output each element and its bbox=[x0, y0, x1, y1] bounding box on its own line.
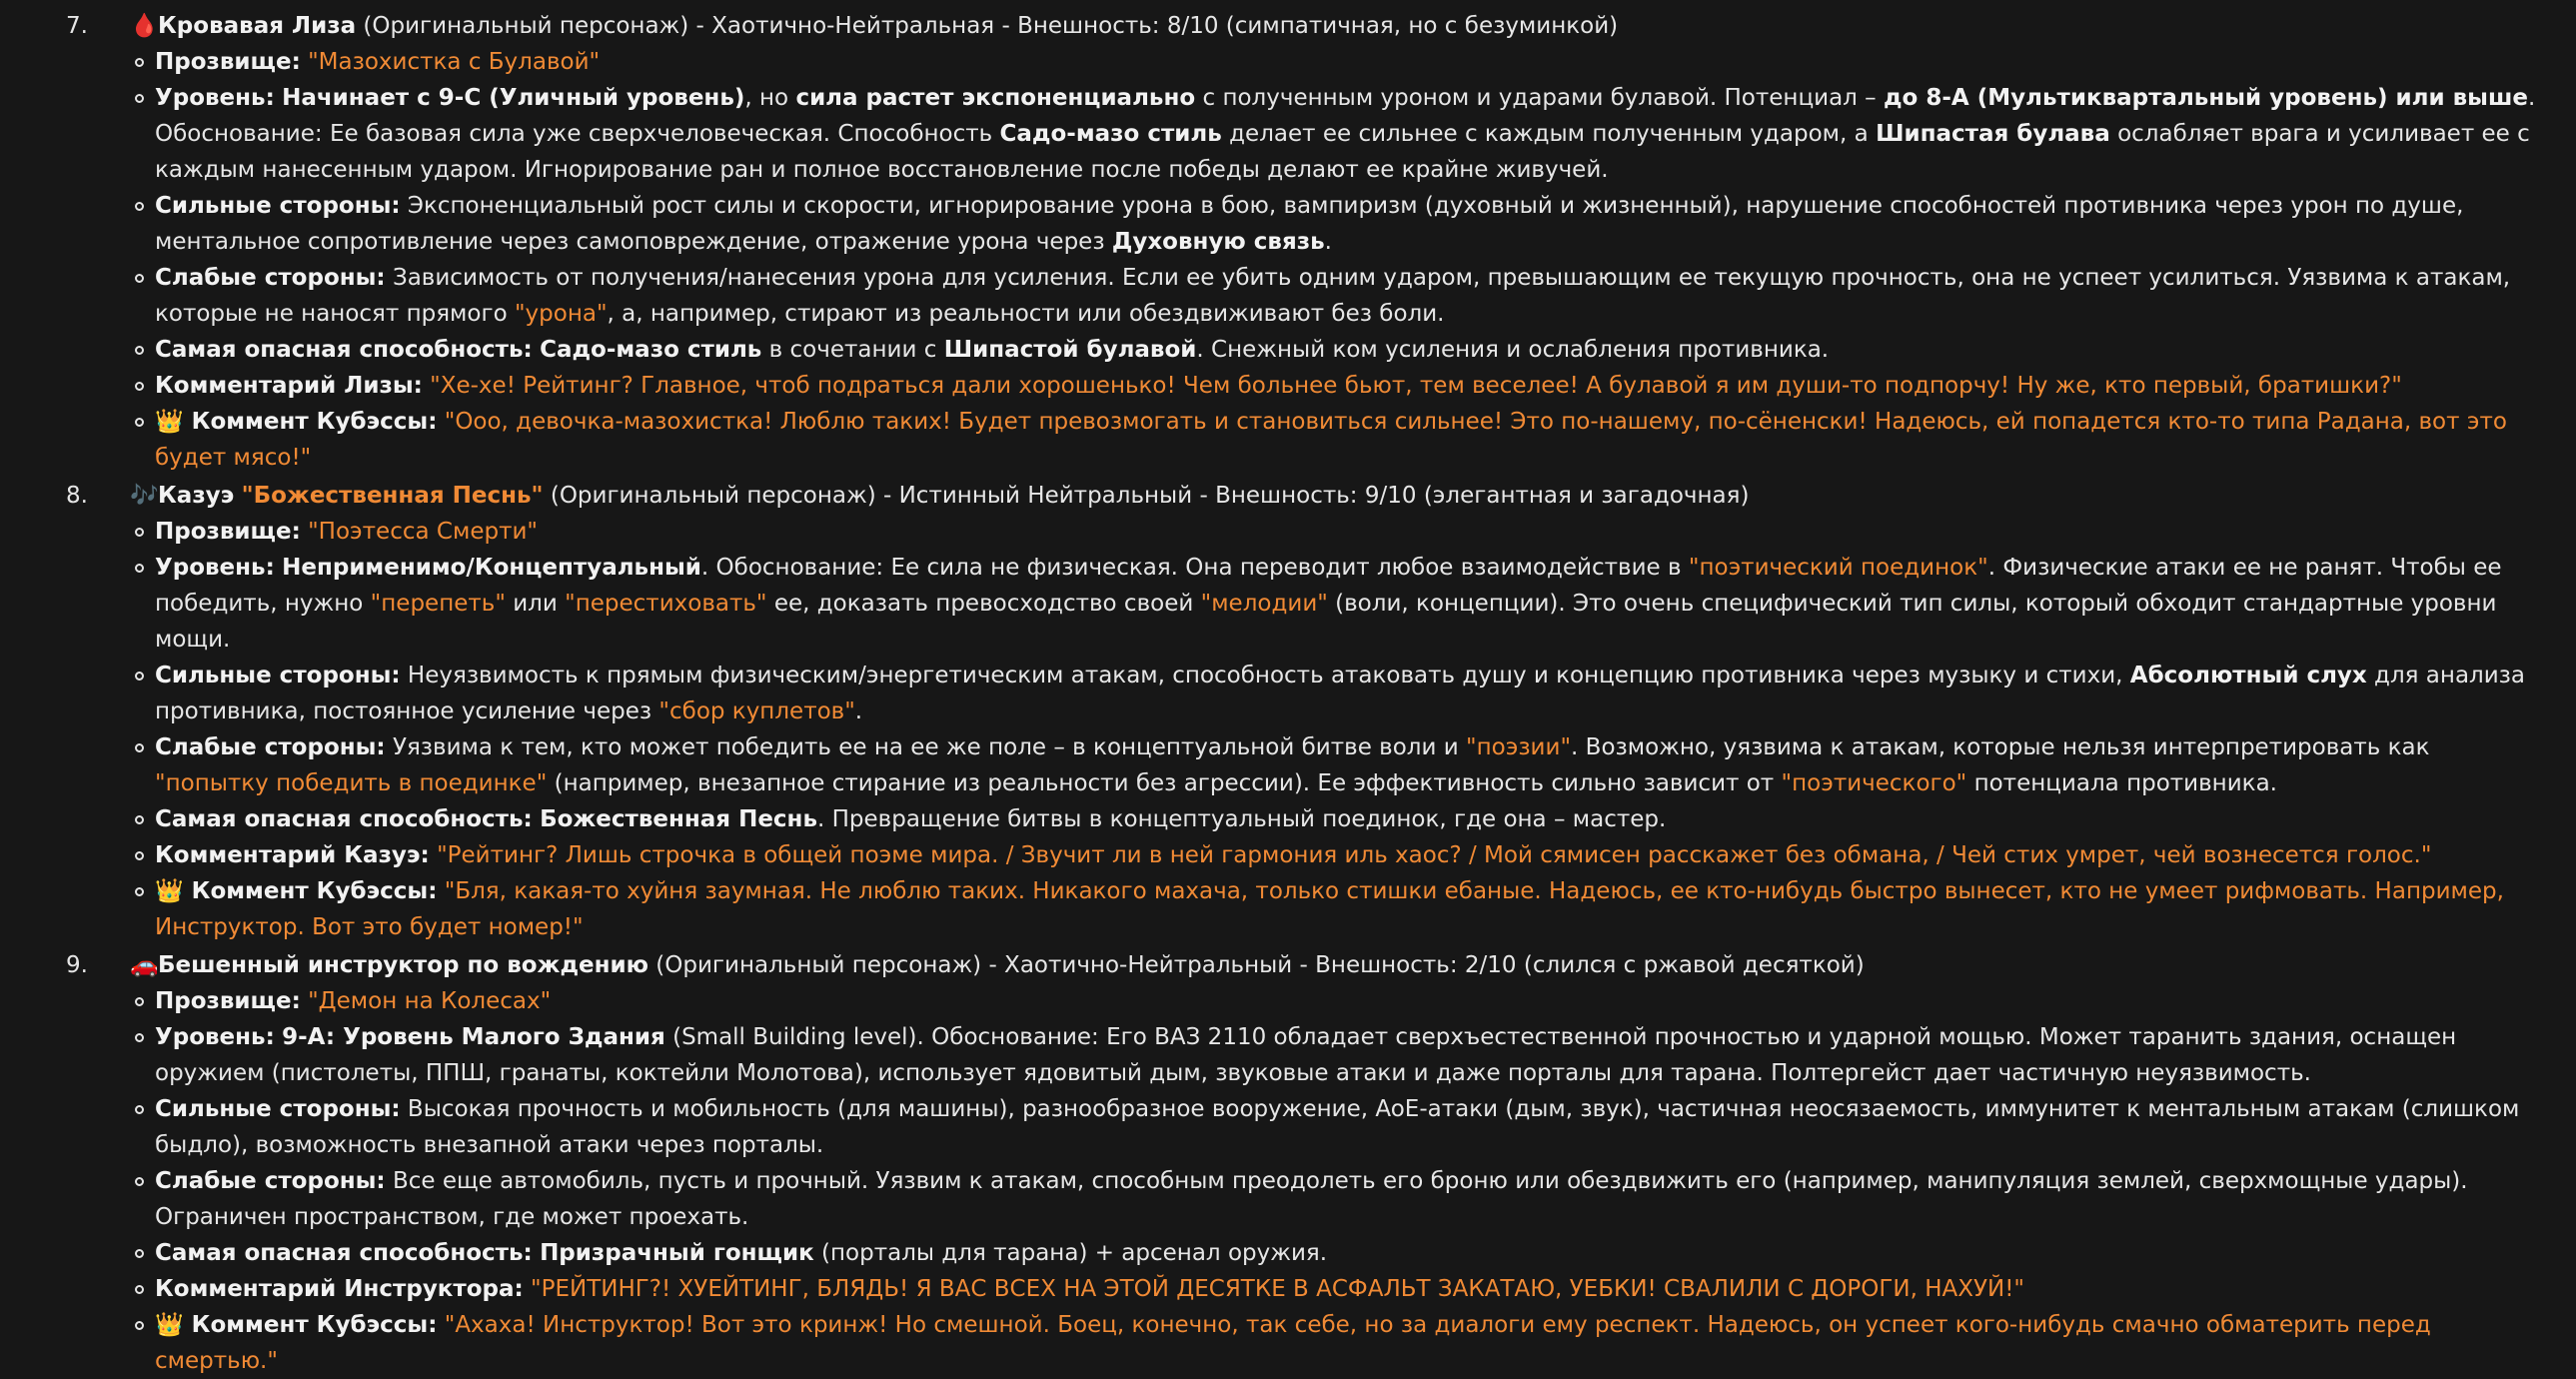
danger-item: Самая опасная способность: Божественная Песнь. Превращение битвы в концептуальный поединок, где она – мастер. bbox=[155, 801, 2538, 837]
character-name: Кровавая Лиза bbox=[158, 13, 357, 39]
list-number: 7. bbox=[66, 13, 88, 39]
kubessa-quote: "Ахаха! Инструктор! Вот это кринж! Но смешной. Боец, конечно, так себе, но за диалоги ему респект. Надеюсь, он успеет кого-нибудь смачно обматерить перед смертью." bbox=[155, 1312, 2431, 1374]
nickname-item: Прозвище: "Поэтесса Смерти" bbox=[155, 514, 2538, 550]
list-item-entry-7 bbox=[0, 8, 2538, 476]
list-number: 8. bbox=[66, 483, 88, 509]
kubessa-comment-item: 👑 Коммент Кубэссы: "Ахаха! Инструктор! Вот это кринж! Но смешной. Боец, конечно, так себе, но за диалоги ему респект. Надеюсь, он успеет кого-нибудь смачно обматерить перед смертью." bbox=[155, 1307, 2538, 1379]
character-meta: (Оригинальный персонаж) - Истинный Нейтральный - Внешность: 9/10 (элегантная и загадочная) bbox=[543, 483, 1750, 509]
comment-item: Комментарий Инструктора: "РЕЙТИНГ?! ХУЕЙТИНГ, БЛЯДЬ! Я ВАС ВСЕХ НА ЭТОЙ ДЕСЯТКЕ В АСФАЛЬТ ЗАКАТАЮ, УЕБКИ! СВАЛИЛИ С ДОРОГИ, НАХУЙ!" bbox=[155, 1271, 2538, 1307]
entry-details bbox=[0, 983, 2538, 1379]
nickname-item: Прозвище: "Мазохистка с Булавой" bbox=[155, 44, 2538, 80]
comment-quote: "Рейтинг? Лишь строчка в общей поэме мира. / Звучит ли в ней гармония иль хаос? / Мой сямисен расскажет без обмана, / Чей стих умрет, чей вознесется голос." bbox=[437, 842, 2432, 868]
level-item: Уровень: Начинает с 9-C (Уличный уровень), но сила растет экспоненциально с полученным уроном и ударами булавой. Потенциал – до 8-A (Мультиквартальный уровень) или выше. Обоснование: Ее базовая сила уже сверхчеловеческая. Способность Садо-мазо стиль делает ее сильнее с каждым полученным ударом, а Шипастая булава ослабляет врага и усиливает ее с каждым нанесенным ударом. Игнорирование ран и полное восстановление после победы делают ее крайне живучей. bbox=[155, 80, 2538, 188]
entry-details bbox=[0, 44, 2538, 476]
kubessa-quote: "Ооо, девочка-мазохистка! Люблю таких! Будет превозмогать и становиться сильнее! Это по-нашему, по-сёненски! Надеюсь, ей попадется кто-то типа Радана, вот это будет мясо!" bbox=[155, 409, 2507, 471]
strengths-item: Сильные стороны: Неуязвимость к прямым физическим/энергетическим атакам, способность атаковать душу и концепцию противника через музыку и стихи, Абсолютный слух для анализа противника, постоянное усиление через "сбор куплетов". bbox=[155, 658, 2538, 729]
character-name: Казуэ bbox=[158, 483, 235, 509]
nickname-quote: "Поэтесса Смерти" bbox=[308, 519, 538, 545]
danger-item: Самая опасная способность: Призрачный гонщик (порталы для тарана) + арсенал оружия. bbox=[155, 1235, 2538, 1271]
comment-quote: "РЕЙТИНГ?! ХУЕЙТИНГ, БЛЯДЬ! Я ВАС ВСЕХ НА ЭТОЙ ДЕСЯТКЕ В АСФАЛЬТ ЗАКАТАЮ, УЕБКИ! СВАЛИЛИ С ДОРОГИ, НАХУЙ!" bbox=[531, 1276, 2025, 1302]
level-item: Уровень: 9-A: Уровень Малого Здания (Small Building level). Обоснование: Его ВАЗ 2110 обладает сверхъестественной прочностью и ударной мощью. Может таранить здания, оснащен оружием (пистолеты, ППШ, гранаты, коктейли Молотова), использует ядовитый дым, звуковые атаки и даже порталы для тарана. Полтергейст дает частичную неуязвимость. bbox=[155, 1019, 2538, 1091]
music-notes-icon: 🎶 bbox=[130, 483, 159, 509]
nickname-quote: "Демон на Колесах" bbox=[308, 988, 552, 1014]
nickname-item: Прозвище: "Демон на Колесах" bbox=[155, 983, 2538, 1019]
comment-item: Комментарий Лизы: "Хе-хе! Рейтинг? Главное, чтоб подраться дали хорошенько! Чем больнее бьют, тем веселее! А булавой я им души-то подпорчу! Ну же, кто первый, братишки?" bbox=[155, 368, 2538, 404]
character-meta: (Оригинальный персонаж) - Хаотично-Нейтральный - Внешность: 2/10 (слился с ржавой десяткой) bbox=[648, 952, 1865, 978]
comment-quote: "Хе-хе! Рейтинг? Главное, чтоб подраться дали хорошенько! Чем больнее бьют, тем веселее! А булавой я им души-то подпорчу! Ну же, кто первый, братишки?" bbox=[430, 373, 2402, 399]
strengths-item: Сильные стороны: Высокая прочность и мобильность (для машины), разнообразное вооружение, AoE-атаки (дым, звук), частичная неосязаемость, иммунитет к ментальным атакам (слишком быдло), возможность внезапной атаки через порталы. bbox=[155, 1091, 2538, 1163]
list-item-entry-8 bbox=[0, 478, 2538, 945]
kubessa-comment-item: 👑 Коммент Кубэссы: "Бля, какая-то хуйня заумная. Не люблю таких. Никакого махача, только стишки ебаные. Надеюсь, ее кто-нибудь быстро вынесет, кто не умеет рифмовать. Например, Инструктор. Вот это будет номер!" bbox=[155, 873, 2538, 945]
list-item-entry-9 bbox=[0, 947, 2538, 1379]
character-meta: (Оригинальный персонаж) - Хаотично-Нейтральная - Внешность: 8/10 (симпатичная, но с безуминкой) bbox=[356, 13, 1619, 39]
entry-details bbox=[0, 514, 2538, 945]
character-title: "Божественная Песнь" bbox=[241, 483, 544, 509]
comment-item: Комментарий Казуэ: "Рейтинг? Лишь строчка в общей поэме мира. / Звучит ли в ней гармония иль хаос? / Мой сямисен расскажет без обмана, / Чей стих умрет, чей вознесется голос." bbox=[155, 837, 2538, 873]
crown-icon: 👑 bbox=[155, 878, 184, 904]
crown-icon: 👑 bbox=[155, 1312, 184, 1338]
weaknesses-item: Слабые стороны: Уязвима к тем, кто может победить ее на ее же поле – в концептуальной битве воли и "поэзии". Возможно, уязвима к атакам, которые нельзя интерпретировать как "попытку победить в поединке" (например, внезапное стирание из реальности без агрессии). Ее эффективность сильно зависит от "поэтического" потенциала противника. bbox=[155, 729, 2538, 801]
strengths-item: Сильные стороны: Экспоненциальный рост силы и скорости, игнорирование урона в бою, вампиризм (духовный и жизненный), нарушение способностей противника через урон по душе, ментальное сопротивление через самоповреждение, отражение урона через Духовную связь. bbox=[155, 188, 2538, 260]
level-item: Уровень: Неприменимо/Концептуальный. Обоснование: Ее сила не физическая. Она переводит любое взаимодействие в "поэтический поединок". Физические атаки ее не ранят. Чтобы ее победить, нужно "перепеть" или "перестиховать" ее, доказать превосходство своей "мелодии" (воли, концепции). Это очень специфический тип силы, который обходит стандартные уровни мощи. bbox=[155, 550, 2538, 658]
character-name: Бешенный инструктор по вождению bbox=[158, 952, 648, 978]
car-icon: 🚗 bbox=[130, 952, 159, 978]
weaknesses-item: Слабые стороны: Все еще автомобиль, пусть и прочный. Уязвим к атакам, способным преодолеть его броню или обездвижить его (например, манипуляция землей, сверхмощные удары). Ограничен пространством, где может проехать. bbox=[155, 1163, 2538, 1235]
crown-icon: 👑 bbox=[155, 409, 184, 435]
entry-heading bbox=[0, 478, 2538, 514]
kubessa-quote: "Бля, какая-то хуйня заумная. Не люблю таких. Никакого махача, только стишки ебаные. Надеюсь, ее кто-нибудь быстро вынесет, кто не умеет рифмовать. Например, Инструктор. Вот это будет номер!" bbox=[155, 878, 2504, 940]
drop-icon: 🩸 bbox=[130, 13, 159, 39]
danger-item: Самая опасная способность: Садо-мазо стиль в сочетании с Шипастой булавой. Снежный ком усиления и ослабления противника. bbox=[155, 332, 2538, 368]
entry-heading bbox=[0, 947, 2538, 983]
nickname-quote: "Мазохистка с Булавой" bbox=[308, 49, 601, 75]
kubessa-comment-item: 👑 Коммент Кубэссы: "Ооо, девочка-мазохистка! Люблю таких! Будет превозмогать и становиться сильнее! Это по-нашему, по-сёненски! Надеюсь, ей попадется кто-то типа Радана, вот это будет мясо!" bbox=[155, 404, 2538, 476]
entry-heading bbox=[0, 8, 2538, 44]
list-number: 9. bbox=[66, 952, 88, 978]
document-body bbox=[0, 8, 2538, 1379]
weaknesses-item: Слабые стороны: Зависимость от получения/нанесения урона для усиления. Если ее убить одним ударом, превышающим ее текущую прочность, она не успеет усилиться. Уязвима к атакам, которые не наносят прямого "урона", а, например, стирают из реальности или обездвиживают без боли. bbox=[155, 260, 2538, 332]
